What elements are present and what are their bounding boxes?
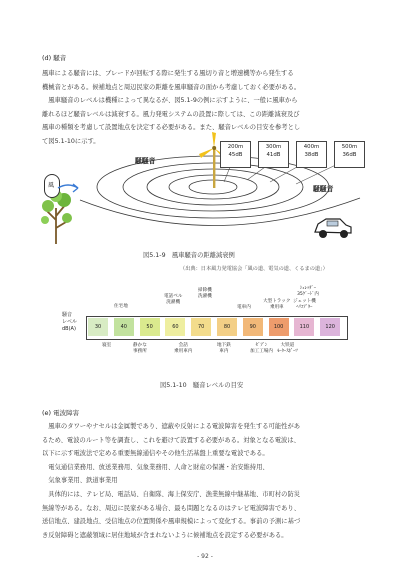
top-label-truck: 大型トラック 乗用車	[263, 299, 291, 310]
bottom-label-factory: ｾﾞﾌﾞﾝ 加工工場内	[250, 343, 273, 354]
wind-arrow-icon	[56, 178, 86, 198]
section-e-paragraph: 風車のタワーやナセルは金属製であり、遮蔽や反射による電波障害を発生する可能性があ るため、電波のルート等を調査し、これを避けて設置する必要がある。対象となる電波は、 以下に示す電波法で定める重要無線通信やその他生活基盤上重要な電波である。 電気通信業務用、放送業務用、気象業務用、人命と財産の保護・治安維持用、 気象事業用、鉄道事業用 具体的には、テレビ局、電話局、自衛隊、海上保安庁、漁業無線中継基地、市町村の防災 無線等がある。なお、周辺に民家がある場合、最も問題となるのはテレビ電波障害であり、 送信地点、建設地点、受信地点の位置関係や風車規模によって変化する。事前の予測に基づ き反射障碍と遮蔽領域に居住地域が含まれないように候補地点を設定する必要がある。	[42, 423, 301, 539]
top-label-phone: 電話ベル 洗濯機	[164, 294, 183, 305]
scale-cell-30: 30	[88, 318, 108, 336]
top-label-residential: 住宅地	[114, 304, 128, 309]
bottom-label-bedroom: 寝室	[102, 343, 112, 348]
bottom-label-railway: 大铁道 ﾓｰﾀｰｽﾎﾟｰﾂ	[277, 343, 298, 354]
noise-label-right: 騒騒音	[313, 185, 334, 193]
top-label-cleaner: 掃除機 洗濯機	[198, 288, 212, 299]
scale-cell-70: 70	[191, 318, 211, 336]
distance-box-400m: 400m 38dB	[296, 141, 327, 168]
section-d-heading: (d) 騒音	[42, 54, 67, 62]
scale-cell-50: 50	[140, 318, 160, 336]
noise-axis-label: 騒音 レベル dB(A)	[62, 312, 78, 332]
scale-cell-80: 80	[217, 318, 237, 336]
top-label-train: 電車内	[237, 305, 251, 310]
car-icon	[312, 216, 354, 240]
figure-distance-attenuation	[48, 140, 380, 245]
distance-box-500m: 500m 36dB	[334, 141, 365, 168]
bottom-label-subway: 地下鉄 車内	[217, 343, 231, 354]
scale-cell-110: 110	[294, 318, 314, 336]
scale-cell-90: 90	[243, 318, 263, 336]
section-d-paragraph: 風車による騒音には、ブレードが回転する際に発生する風切り音と増速機等から発生する 機械音とがある。候補地点と周辺民家の距離を風車騒音の面から考慮しておく必要がある。 風車騒音のレベルは機種によって異なるが、図5.1-9の例に示すように、一般に風車から 離れるほど騒音レベルは減衰する。風力発電システムの設置に際しては、この距離減衰及び 風車の種類を考慮して設置地点を決定する必要がある。また、騒音レベルの目安を参考とし て図5.1-10に示す。	[42, 70, 301, 145]
figure-10-caption: 図5.1-10 騒音レベルの目安	[160, 382, 244, 389]
noise-label-left: 騒騒音	[135, 157, 156, 165]
top-label-jet: ジェット機 ﾍﾘｺﾌﾟﾀｰ	[293, 299, 316, 310]
page-number: - 92 -	[197, 553, 213, 560]
figure-9-caption: 図5.1-9 風車騒音の距離減衰例	[143, 252, 235, 259]
distance-box-300m: 300m 41dB	[258, 141, 289, 168]
distance-box-200m: 200m 45dB	[220, 141, 251, 168]
scale-cell-60: 60	[165, 318, 185, 336]
bottom-label-conversation: 会話 乗用車内	[174, 343, 193, 354]
section-e-heading: (e) 電波障害	[42, 409, 80, 417]
wind-label: 風	[48, 182, 55, 189]
figure-9-source: （出典：日本風力発電協会「風の道、電気の道、くるまの道」）	[180, 266, 328, 272]
scale-cell-100: 100	[269, 318, 289, 336]
bottom-label-quiet-office: 静かな 事務所	[133, 343, 147, 354]
top-label-shredder: ｼｭﾚｯﾀﾞｰ 35ｹﾞｰﾄﾞ内	[297, 286, 319, 297]
scale-cell-120: 120	[320, 318, 340, 336]
scale-cell-40: 40	[114, 318, 134, 336]
